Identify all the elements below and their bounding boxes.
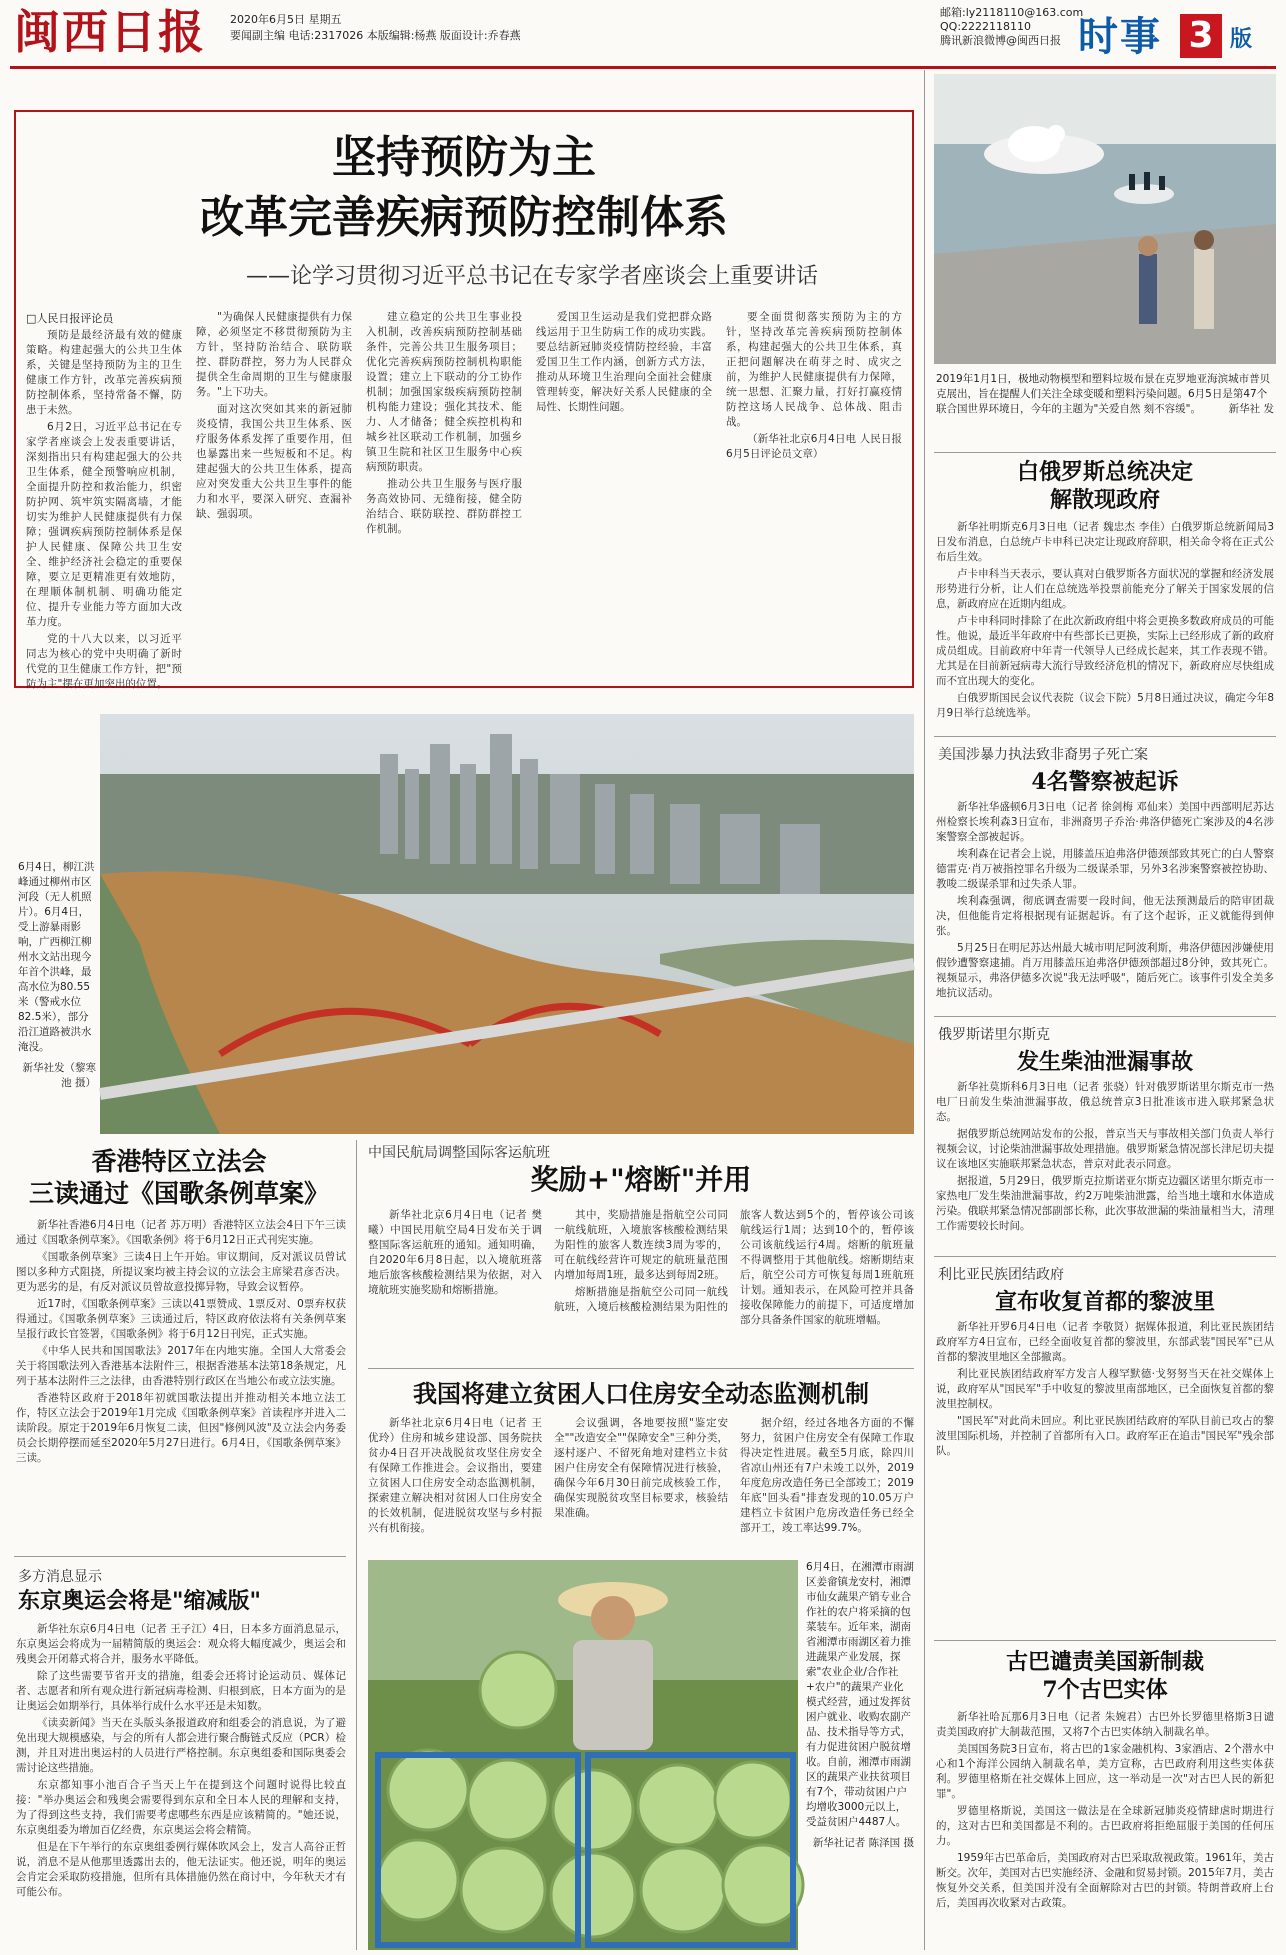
separator — [356, 1140, 357, 1950]
separator — [934, 452, 1276, 453]
separator — [934, 1640, 1276, 1641]
poverty-article-body: 新华社北京6月4日电（记者 王优玲）住房和城乡建设部、国务院扶贫办4日召开决战脱贫攻坚住房安全有保障工作推进会。会议指出，要建立贫困人口住房安全动态监测机制，探索建立解决相对贫困人口住房安全的长效机制，促进脱贫攻坚与乡村振兴有机衔接。 会议强调，各地要按照"鉴定安全""改造安全""保障安全"三种分类，逐村逐户、不留死角地对建档立卡贫困户住房安全有保障情况进行核验，确保今年6月30日前完成核验工作，确保实现脱贫攻坚目标要求，核验结果准确。 据介绍，经过各地各方面的不懈努力，贫困户住房安全有保障工作取得决定性进展。截至5月底，除四川省凉山州还有7户未竣工以外，2019年度危房改造任务已全部竣工；2019年底"回头看"排查发现的10.05万户建档立卡贫困户危房改造任务已经全部开工，竣工率达99.7%。 — [368, 1417, 914, 1534]
us-police-article-body: 新华社华盛顿6月3日电（记者 徐剑梅 邓仙来）美国中西部明尼苏达州检察长埃利森3日宣布，非洲裔男子乔治·弗洛伊德死亡案涉及的4名涉案警察全部被起诉。 埃利森在记者会上说，用膝盖压迫弗洛伊德颈部致其死亡的白人警察德雷克·肖万被指控罪名升级为二级谋杀罪，另外3名涉案警察被控协助、教唆二级谋杀罪和过失杀人罪。 埃利森强调，彻底调查需要一段时间，他无法预测最后的陪审团裁决，但他能肯定将根据现有证据起诉。有了这个起诉，正义就能得到伸张。 5月25日在明尼苏达州最大城市明尼阿波利斯，弗洛伊德因涉嫌使用假钞遭警察逮捕。肖万用膝盖压迫弗洛伊德颈部超过8分钟，致其死亡。视频显示，弗洛伊德多次说"我无法呼吸"，随后死亡。该事件引发全美多地抗议活动。 — [936, 801, 1274, 999]
lead-article-box — [14, 110, 914, 688]
editor-line: 要闻副主编 电话:2317026 本版编辑:杨燕 版面设计:乔春燕 — [230, 29, 521, 42]
flight-article-body: 新华社北京6月4日电（记者 樊曦）中国民用航空局4日发布关于调整国际客运航班的通知。通知明确，自2020年6月8日起，以入境航班落地后旅客核酸检测结果为依据，对入境航班实施奖励和熔断措施。 其中，奖励措施是指航空公司同一航线航班，入境旅客核酸检测结果为阳性的旅客人数连续3周为零的，可在航线经营许可规定的航班量范围内增加每周1班，最多达到每周2班。 熔断措施是指航空公司同一航线航班，入境后核酸检测结果为阳性的旅客人数达到5个的，暂停该公司该航线运行1周；达到10个的，暂停该公司该航线运行4周。熔断的航班量不得调整用于其他航线。熔断期结束后，航空公司方可恢复每周1班航班计划。通知表示，在风险可控并具备接收保障能力的前提下，可适度增加部分具备条件国家的航班增幅。 — [368, 1209, 914, 1326]
separator — [368, 1368, 914, 1369]
lead-byline: □人民日报评论员 — [26, 312, 114, 325]
russia-oil-title: 发生柴油泄漏事故 — [1016, 1049, 1193, 1075]
flight-title: 奖励+"熔断"并用 — [530, 1163, 752, 1196]
cabbage-photo-art — [368, 1560, 798, 1950]
separator — [924, 70, 925, 1950]
river-photo-credit: 新华社发（黎寒池 摄） — [22, 1062, 96, 1089]
libya-article-body: 新华社开罗6月4日电（记者 李敬贤）据媒体报道，利比亚民族团结政府军方4日宣布，已经全面收复首都的黎波里，东部武装"国民军"已从首都的黎波里地区全部撤离。 利比亚民族团结政府军方发言人穆罕默德·戈努努当天在社交媒体上说，政府军从"国民军"手中收复的黎波里南部地区，已全面恢复首都的黎波里控制权。 "国民军"对此尚未回应。利比亚民族团结政府的军队目前已攻占的黎波里国际机场，并控制了首都所有入口。政府军正在追击"国民军"残余部队。 — [936, 1321, 1274, 1457]
lead-col-3: 建立稳定的公共卫生事业投入机制，改善疾病预防控制基础条件，完善公共卫生服务项目；优化完善疾病预防控制机构职能设置；建立上下联动的分工协作机制；加强国家级疾病预防控制机构能力建设；强化其技术、能力、人才储备；健全疾控机构和城乡社区联动工作机制，加强乡镇卫生院和社区卫生服务中心疾病预防职责。 推动公共卫生服务与医疗服务高效协同、无缝衔接，健全防治结合、联防联控、群防群控工作机制。 — [366, 311, 522, 535]
river-photo-art — [100, 714, 914, 1134]
belarus-article-body: 新华社明斯克6月3日电（记者 魏忠杰 李佳）白俄罗斯总统新闻局3日发布消息，白总统卢卡申科已决定让现政府辞职，相关命令将在正式公布后生效。 卢卡申科当天表示，要认真对白俄罗斯各方面状况的掌握和经济发展形势进行分析，让人们在总统选举投票前能充分了解关于国家发展的信息，新政府应在近期内组成。 卢卡申科同时排除了在此次新政府组中将会更换多数政府成员的可能性。他说，最近半年政府中有些部长已更换，实际上已经形成了新的政府成员组成。目前政府中年青一代领导人已经成长起来，其工作表现不错。尤其是在目前新冠病毒大流行导致经济危机的情况下，新政府应尽快组成而不宜出现大的变化。 白俄罗斯国民会议代表院（议会下院）5月8日通过决议，确定今年8月9日举行总统选举。 — [936, 521, 1274, 719]
cabbage-photo-caption: 6月4日，在湘潭市雨湖区姜畲镇龙安村，湘潭市仙女蔬果产销专业合作社的农户将采摘的包菜装车。近年来，湖南省湘潭市雨湖区着力推进蔬果产业发展，探索"农业企业/合作社+农户"的蔬果产业化模式经营，通过发挥贫困户就业、收购农副产品、技术指导等方式，有力促进贫困户脱贫增收。自前，湘潭市雨湖区的蔬果产业扶贫项目有7个，带动贫困户户均增收3000元以上，受益贫困户4487人。 新华社记者 陈泽国 摄 — [806, 1561, 914, 1849]
separator — [934, 1016, 1276, 1017]
russia-oil-kicker: 俄罗斯诺里尔斯克 — [938, 1027, 1050, 1043]
polar-photo — [934, 74, 1276, 364]
lead-title-line1: 坚持预防为主 — [332, 132, 596, 183]
flight-kicker: 中国民航局调整国际客运航班 — [368, 1145, 550, 1161]
hk-title-line1: 香港特区立法会 — [91, 1147, 267, 1176]
masthead-contact — [940, 6, 1083, 48]
tokyo-title: 东京奥运会将是"缩减版" — [18, 1588, 261, 1614]
section-name: 时事 — [1078, 14, 1162, 60]
separator — [934, 1256, 1276, 1257]
masthead-meta — [230, 12, 521, 44]
lead-col-1: 预防是最经济最有效的健康策略。构建起强大的公共卫生体系，关键是坚持预防为主的卫生健康工作方针，改革完善疾病预防控制体系，坚持常备不懈，防患于未然。 6月2日，习近平总书记在专家学者座谈会上发表重要讲话，深刻指出只有构建起强大的公共卫生体系，健全预警响应机制，全面提升防控和救治能力，织密防护网、筑牢筑实隔离墙，才能切实为维护人民健康提供有力保障；强调疾病预防控制体系是保护人民健康、保障公共卫生安全、维护经济社会稳定的重要保障，要立足更精准更有效地防，在理顺体制机制、明确功能定位、提升专业能力等方面加大改革力度。 党的十八大以来，以习近平同志为核心的党中央明确了新时代党的卫生健康工作方针，把"预防为主"摆在更加突出的位置。 — [26, 329, 182, 690]
us-police-title: 4名警察被起诉 — [1031, 769, 1179, 795]
cabbage-photo — [368, 1560, 798, 1950]
lead-col-4: 爱国卫生运动是我们党把群众路线运用于卫生防病工作的成功实践。要总结新冠肺炎疫情防控经验，丰富爱国卫生工作内涵，创新方式方法，推动从环境卫生治理向全面社会健康管理转变，解决好关系人民健康的全局性、长期性问题。 — [536, 311, 712, 413]
russia-oil-article-body: 新华社莫斯科6月3日电（记者 张骁）针对俄罗斯诺里尔斯克市一热电厂日前发生柴油泄漏事故，俄总统普京3日批准该市进入联邦紧急状态。 据俄罗斯总统网站发布的公报，普京当天与事故相关部门负责人举行视频会议，讨论柴油泄漏事故处理措施。俄罗斯紧急情况部长津尼切夫提议在该地区实施联邦紧急状态，普京对此表示同意。 据报道，5月29日，俄罗斯克拉斯诺亚尔斯克边疆区诺里尔斯克市一家热电厂发生柴油泄漏事故，约2万吨柴油泄露，给当地土壤和水体造成污染。俄联邦紧急情况部副部长称，此次事故泄漏的柴油量相当大，清理工作需要较长时间。 — [936, 1081, 1274, 1232]
belarus-title-line2: 解散现政府 — [1049, 487, 1160, 513]
qq-text: QQ:2222118110 — [940, 20, 1032, 33]
poverty-title: 我国将建立贫困人口住房安全动态监测机制 — [413, 1379, 869, 1408]
wechat-text: 腾讯新浪微博@闽西日报 — [940, 34, 1061, 47]
libya-kicker: 利比亚民族团结政府 — [938, 1267, 1064, 1283]
page-number-badge: 3 — [1180, 14, 1222, 58]
hk-title-line2: 三读通过《国歌条例草案》 — [28, 1179, 329, 1208]
masthead-logo: 闽西日报 — [14, 5, 206, 59]
email-text: 邮箱:ly2118110@163.com — [940, 6, 1084, 19]
hk-article-body: 新华社香港6月4日电（记者 苏万明）香港特区立法会4日下午三读通过《国歌条例草案》。《国歌条例》将于6月12日正式刊宪实施。 《国歌条例草案》三读4日上午开始。审议期间，反对派议员曾试图以多种方式阻挠，所提议案均被主持会议的立法会主席梁君彦否决。更为恶劣的是，有反对派议员曾故意投掷异物，导致会议暂停。 近17时，《国歌条例草案》三读以41票赞成、1票反对、0票弃权获得通过。《国歌条例草案》三读通过后，特区政府依法将有关条例草案呈报行政长官签署，《国歌条例》将于6月12日刊宪，正式实施。 《中华人民共和国国歌法》2017年在内地实施。全国人大常委会关于将国歌法列入香港基本法附件三，根据香港基本法第18条规定，凡列于基本法附件三之法律，由香港特别行政区在当地公布或立法实施。 香港特区政府于2018年初就国歌法提出并推动相关本地立法工作，特区立法会于2019年1月完成《国歌条例草案》首读程序并进入二读阶段。原定于2019年6月恢复二读，但因"修例风波"及立法会内务委员会长期停摆而延至2020年5月27日进行。6月4日，《国歌条例草案》三读。 — [16, 1219, 346, 1464]
cuba-article-body: 新华社哈瓦那6月3日电（记者 朱婉君）古巴外长罗德里格斯3日谴责美国政府扩大制裁范围，又将7个古巴实体纳入制裁名单。 美国国务院3日宣布，将古巴的1家金融机构、3家酒店、2个潜水中心和1个海洋公园纳入制裁名单，美方宣称，古巴政府利用这些实体获利。罗德里格斯在社交媒体上回应，这一举动是一次"对古巴人民的新犯罪"。 罗德里格斯说，美国这一做法是在全球新冠肺炎疫情肆虐时期进行的，这对古巴和美国都是不利的。古巴政府将拒绝屈服于美国的任何压力。 1959年古巴革命后，美国政府对古巴采取敌视政策。1961年，美古断交。次年，美国对古巴实施经济、金融和贸易封锁。2015年7月，美古恢复外交关系，但美国并没有全面解除对古巴的封锁。特朗普政府上台后，美国再次收紧对古政策。 — [936, 1711, 1274, 1909]
cabbage-photo-credit: 新华社记者 陈泽国 摄 — [812, 1837, 914, 1849]
page-suffix: 版 — [1230, 27, 1253, 52]
separator — [14, 1556, 346, 1557]
belarus-title-line1: 白俄罗斯总统决定 — [1016, 459, 1193, 485]
lead-title-line2: 改革完善疾病预防控制体系 — [200, 192, 728, 243]
lead-col-5: 要全面贯彻落实预防为主的方针，坚持改革完善疾病预防控制体系，构建起强大的公共卫生体系，真正把问题解决在萌芽之时、成灾之前，为维护人民健康提供有力保障，统一思想、汇聚力量，打好打赢疫情防控这场人民战争、总体战、阻击战。 （新华社北京6月4日电 人民日报6月5日评论员文章） — [726, 311, 902, 460]
cuba-title-line1: 古巴谴责美国新制裁 — [1005, 1649, 1204, 1675]
cuba-title-line2: 7个古巴实体 — [1042, 1677, 1168, 1703]
tokyo-article-body: 新华社东京6月4日电（记者 王子江）4日，日本多方面消息显示，东京奥运会将成为一届精简版的奥运会：观众将大幅度减少，奥运会和残奥会开闭幕式将合并，服务水平降低。 除了这些需要节省开支的措施，组委会还将讨论运动员、媒体记者、志愿者和所有观众进行新冠病毒检测、归根到底，日本方面为的是让奥运会如期举行，具体举行成什么水平还是未知数。 《读卖新闻》当天在头版头条报道政府和组委会的消息说，为了避免出现大规模感染，与会的所有人都会进行聚合酶链式反应（PCR）检测，并且对进出奥运村的人员进行严格控制。东京奥组委和国际奥委会需讨论这些措施。 东京都知事小池百合子当天上午在提到这个问题时说得比较直接："举办奥运会和残奥会需要得到东京和全日本人民的理解和支持，为了得到这些支持，我们需要考虑哪些东西是应该精简的。"她还说，东京奥组委为增加百亿经费，东京奥运会将会精简。 但是在下午举行的东京奥组委例行媒体吹风会上，发言人高谷正哲说，消息不是从他那里透露出去的，他无法证实。他还说，明年的奥运会肯定会采取防疫措施，但所有具体措施仍然在商讨中，今年秋天才有可能公布。 — [16, 1623, 346, 1898]
lead-subtitle: ——论学习贯彻习近平总书记在专家学者座谈会上重要讲话 — [246, 264, 819, 289]
polar-photo-caption: 2019年1月1日，极地动物模型和塑料垃圾布景在克罗地亚海滨城市普贝克展出，旨在提醒人们关注全球变暖和塑料污染问题。6月5日是第47个联合国世界环境日，今年的主题为"关爱自然 刻不容缓"。 新华社 发 — [936, 373, 1274, 415]
us-police-kicker: 美国涉暴力执法致非裔男子死亡案 — [938, 747, 1148, 763]
tokyo-kicker: 多方消息显示 — [18, 1569, 102, 1585]
polar-photo-credit: 新华社 发 — [1228, 403, 1274, 415]
river-photo — [100, 714, 914, 1134]
polar-photo-art — [934, 74, 1276, 364]
masthead-rule — [10, 66, 1276, 69]
separator — [934, 736, 1276, 737]
date-line: 2020年6月5日 星期五 — [230, 13, 342, 26]
river-photo-caption: 6月4日，柳江洪峰通过柳州市区河段（无人机照片）。6月4日，受上游暴雨影响，广西柳江柳州水文站出现今年首个洪峰，最高水位为80.55米（警戒水位82.5米），部分沿江道路被洪水淹没。 新华社发（黎寒池 摄） — [18, 861, 96, 1089]
lead-col-2: "为确保人民健康提供有力保障，必须坚定不移贯彻预防为主方针，坚持防治结合、联防联控、群防群控，努力为人民群众提供全生命周期的卫生与健康服务。"上下功夫。 面对这次突如其来的新冠肺炎疫情，我国公共卫生体系、医疗服务体系发挥了重要作用，但也暴露出来一些短板和不足。构建起强大的公共卫生体系，提高应对突发重大公共卫生事件的能力和水平，要深入研究、查漏补缺、强弱项。 — [196, 311, 352, 520]
libya-title: 宣布收复首都的黎波里 — [994, 1289, 1215, 1315]
